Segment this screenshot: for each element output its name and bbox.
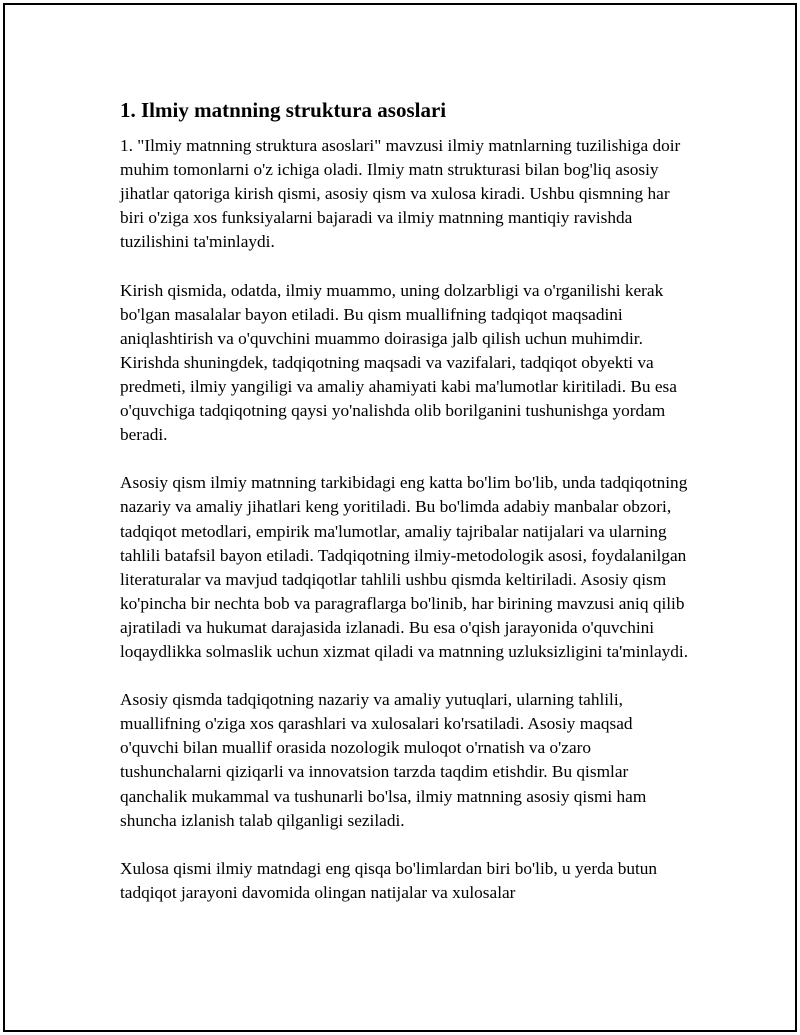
conclusion-paragraph: Xulosa qismi ilmiy matndagi eng qisqa bo'limlardan biri bo'lib, u yerda butun tadqiqot jarayoni davomida olingan natijalar va xulosalar bbox=[120, 858, 658, 902]
section-title: 1. Ilmiy matnning struktura asoslari bbox=[120, 98, 447, 122]
intro-paragraph: 1. "Ilmiy matnning struktura asoslari" mavzusi ilmiy matnlarning tuzilishiga doir muhim tomonlarni o'z ichiga oladi. Ilmiy matn strukturasi bilan bog'liq asosiy jihatlar qatoriga kirish qismi, asosiy qism va xulosa kiradi. Ushbu qismning har biri o'ziga xos funksiyalarni bajaradi va ilmiy matnning mantiqiy ravishda tuzilishini ta'minlaydi. bbox=[120, 136, 681, 252]
document-body bbox=[120, 97, 690, 905]
introduction-section-paragraph: Kirish qismida, odatda, ilmiy muammo, uning dolzarbligi va o'rganilishi kerak bo'lgan masalalar bayon etiladi. Bu qism muallifning tadqiqot maqsadini aniqlashtirish va o'quvchini muammo doirasiga jalb qilish uchun muhimdir. Kirishda shuningdek, tadqiqotning maqsadi va vazifalari, tadqiqot obyekti va predmeti, ilmiy yangiligi va amaliy ahamiyati kabi ma'lumotlar kiritiladi. Bu esa o'quvchiga tadqiqotning qaysi yo'nalishda olib borilganini tushunishga yordam beradi. bbox=[120, 280, 677, 445]
main-part-paragraph: Asosiy qism ilmiy matnning tarkibidagi eng katta bo'lim bo'lib, unda tadqiqotning nazariy va amaliy jihatlari keng yoritiladi. Bu bo'limda adabiy manbalar obzori, tadqiqot metodlari, empirik ma'lumotlar, amaliy tajribalar natijalari va ularning tahlili batafsil bayon etiladi. Tadqiqotning ilmiy-metodologik asosi, foydalanilgan literaturalar va mavjud tadqiqotlar tahlili ushbu qismda keltiriladi. Asosiy qism ko'pincha bir nechta bob va paragraflarga bo'linib, har birining mavzusi aniq qilib ajratiladi va hukumat darajasida izlanadi. Bu esa o'qish jarayonida o'quvchini loqaydlikka solmaslik uchun xizmat qiladi va matnning uzluksizligini ta'minlaydi. bbox=[120, 473, 689, 661]
main-part-results-paragraph: Asosiy qismda tadqiqotning nazariy va amaliy yutuqlari, ularning tahlili, muallifning o'ziga xos qarashlari va xulosalari ko'rsatiladi. Asosiy maqsad o'quvchi bilan muallif orasida nozologik muloqot o'rnatish va o'zaro tushunchalarni qiziqarli va innovatsion tarzda taqdim etishdir. Bu qismlar qanchalik mukammal va tushunarli bo'lsa, ilmiy matnning asosiy qismi ham shuncha izlanish talab qilganligi seziladi. bbox=[120, 690, 647, 830]
document-page bbox=[3, 3, 797, 1032]
